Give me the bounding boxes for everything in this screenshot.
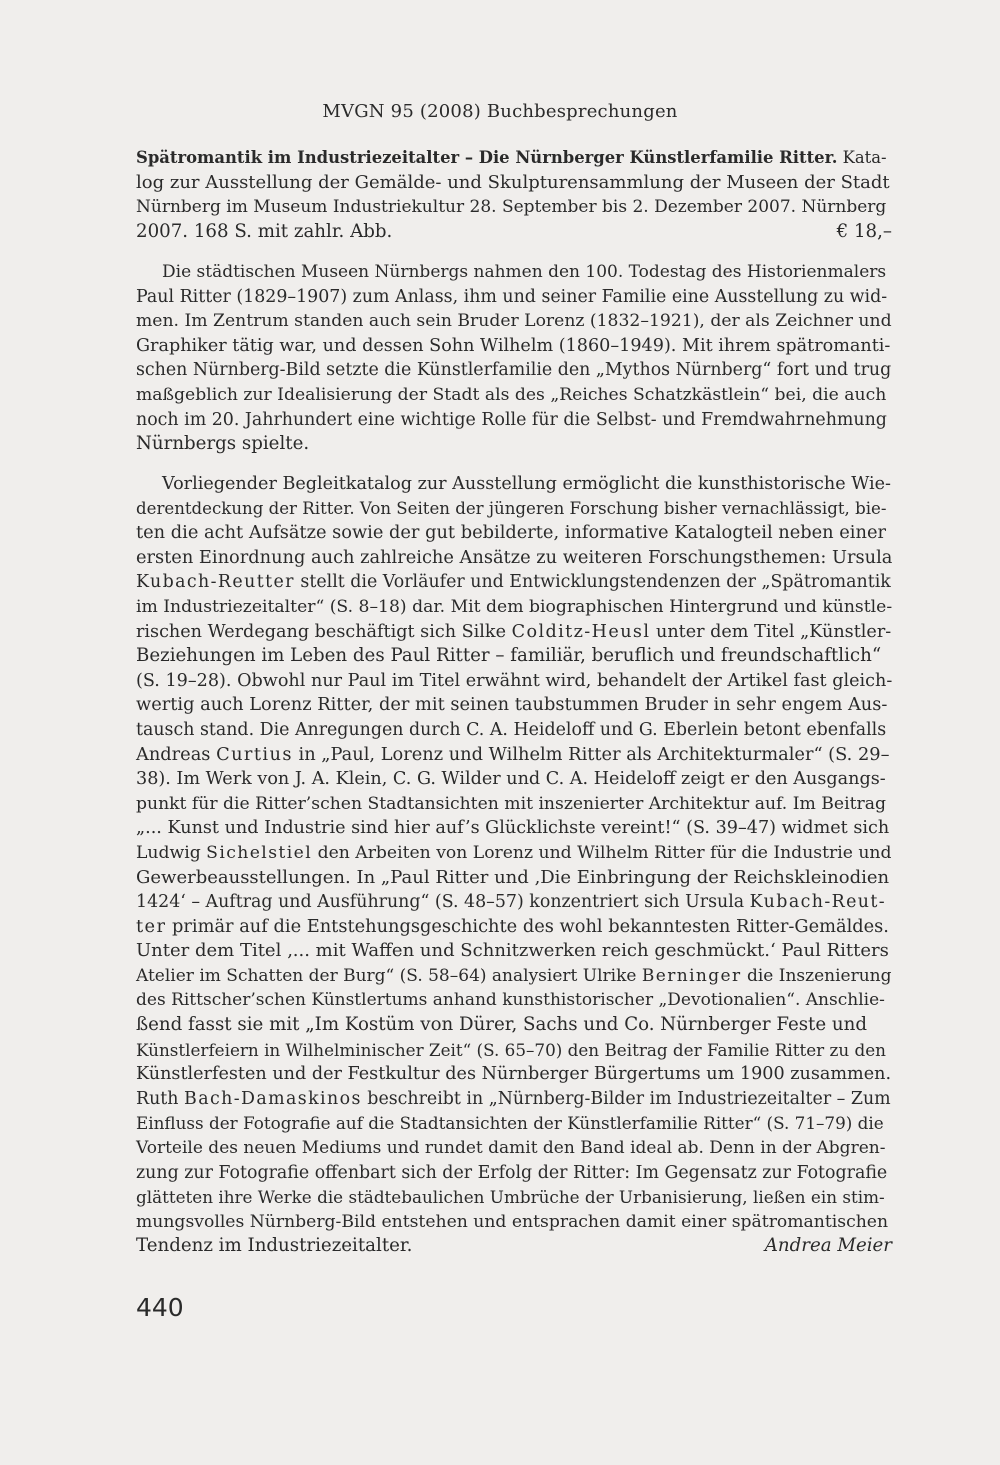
text-run: Atelier im Schatten der Burg“ (S. 58–64) analysiert Ulrike: [136, 965, 642, 986]
text-line: Paul Ritter (1829–1907) zum Anlass, ihm und seiner Familie eine Ausstellung zu wid-: [136, 286, 888, 307]
text-line: wertig auch Lorenz Ritter, der mit seinen taubstummen Bruder in sehr engem Aus-: [136, 694, 888, 716]
paragraph-2: [136, 472, 892, 1259]
author-name: Sichelstiel: [206, 842, 313, 863]
reviewer-signature: Andrea Meier: [764, 1235, 892, 1257]
text-run: den Arbeiten von Lorenz und Wilhelm Ritter für die Industrie und: [312, 842, 892, 863]
text-run: 1424‘ – Auftrag und Ausführung“ (S. 48–57) konzentriert sich Ursula: [136, 892, 750, 913]
text-line: 38). Im Werk von J. A. Klein, C. G. Wilder und C. A. Heideloff zeigt er den Ausgangs-: [136, 769, 886, 790]
text-line: (S. 19–28). Obwohl nur Paul im Titel erwähnt wird, behandelt der Artikel fast gleich-: [136, 670, 893, 691]
text-line: Nürnbergs spielte.: [136, 433, 310, 455]
page-number: 440: [136, 1293, 184, 1322]
text-line: Beziehungen im Leben des Paul Ritter – familiär, beruflich und freundschaftlich“: [136, 645, 882, 667]
text-line: ßend fasst sie mit „Im Kostüm von Dürer, Sachs und Co. Nürnberger Feste und: [136, 1014, 867, 1036]
text-run: Andreas: [136, 743, 217, 765]
text-line: tausch stand. Die Anregungen durch C. A. Heideloff und G. Eberlein betont ebenfalls: [136, 719, 887, 740]
text-line: Unter dem Titel ‚... mit Waffen und Schnitzwerken reich geschmückt.‘ Paul Ritters: [136, 940, 889, 962]
text-line: Einfluss der Fotografie auf die Stadtansichten der Künstlerfamilie Ritter“ (S. 71–79) die: [136, 1113, 884, 1134]
text-line: maßgeblich zur Idealisierung der Stadt als des „Reiches Schatzkästlein“ bei, die auch: [136, 384, 887, 405]
text-line: men. Im Zentrum standen auch sein Bruder Lorenz (1832–1921), der als Zeichner und: [136, 311, 892, 332]
text-line: im Industriezeitalter“ (S. 8–18) dar. Mit dem biographischen Hintergrund und künstle-: [136, 596, 893, 617]
text-line: Gewerbeausstellungen. In „Paul Ritter und ‚Die Einbringung der Reichskleinodien: [136, 866, 890, 888]
bib-line: log zur Ausstellung der Gemälde- und Skulpturensammlung der Museen der Stadt: [136, 171, 890, 193]
author-name: Colditz-Heusl: [511, 621, 651, 642]
author-name: Curtius: [216, 743, 293, 765]
price: € 18,–: [836, 220, 892, 242]
text-run: primär auf die Entstehungsgeschichte des wohl bekanntesten Ritter-Gemäldes.: [166, 915, 889, 937]
book-title: Spätromantik im Industriezeitalter – Die Nürnberger Künstlerfamilie Ritter.: [136, 148, 838, 167]
text-run: in „Paul, Lorenz und Wilhelm Ritter als Architekturmaler“ (S. 29–: [292, 743, 890, 765]
bib-line: 2007. 168 S. mit zahlr. Abb.: [136, 220, 393, 242]
author-name: Berninger: [641, 965, 742, 986]
author-name: ter: [136, 915, 167, 937]
text-line: punkt für die Ritter’schen Stadtansichten mit inszenierter Architektur auf. Im Beitrag: [136, 793, 886, 814]
text-line: des Rittscher’schen Künstlertums anhand kunsthistorischer „Devotionalien“. Anschlie-: [136, 990, 885, 1011]
text-line: mungsvolles Nürnberg-Bild entstehen und entsprachen damit einer spätromantischen: [136, 1211, 889, 1232]
bib-line: Nürnberg im Museum Industriekultur 28. September bis 2. Dezember 2007. Nürnberg: [136, 197, 887, 218]
text-run: stellt die Vorläufer und Entwicklungstendenzen der „Spätromantik: [294, 572, 891, 593]
bibliographic-entry: [136, 146, 892, 244]
text-run: die Inszenierung: [741, 965, 892, 986]
text-run: Tendenz im Industriezeitalter.: [136, 1235, 413, 1257]
text-line: zung zur Fotografie offenbart sich der Erfolg der Ritter: Im Gegensatz zur Fotografie: [136, 1162, 888, 1183]
author-name: Bach-Damaskinos: [184, 1088, 362, 1109]
text-line: „... Kunst und Industrie sind hier auf’s Glücklichste vereint!“ (S. 39–47) widmet sich: [136, 818, 890, 839]
text-line: Vorteile des neuen Mediums und rundet damit den Band ideal ab. Denn in der Abgren-: [136, 1138, 886, 1159]
text-line: Vorliegender Begleitkatalog zur Ausstellung ermöglicht die kunsthistorische Wie-: [162, 474, 891, 494]
text-line: Graphiker tätig war, und dessen Sohn Wilhelm (1860–1949). Mit ihrem spätromanti-: [136, 335, 891, 356]
text-line: derentdeckung der Ritter. Von Seiten der jüngeren Forschung bisher vernachlässigt, bie-: [136, 498, 887, 518]
text-run: rischen Werdegang beschäftigt sich Silke: [136, 621, 512, 642]
text-line: Künstlerfeiern in Wilhelminischer Zeit“ (S. 65–70) den Beitrag der Familie Ritter zu den: [136, 1039, 886, 1060]
text-line: ersten Einordnung auch zahlreiche Ansätze zu weiteren Forschungsthemen: Ursula: [136, 546, 893, 568]
text-run: unter dem Titel „Künstler-: [650, 621, 892, 642]
text-run: Ludwig: [136, 842, 207, 863]
author-name: Kubach-Reutter: [136, 572, 295, 593]
running-head: MVGN 95 (2008) Buchbesprechungen: [322, 101, 678, 122]
text-line: glätteten ihre Werke die städtebaulichen Umbrüche der Urbanisierung, ließen ein stim-: [136, 1187, 885, 1208]
paragraph-1: [136, 260, 892, 457]
text-line: schen Nürnberg-Bild setzte die Künstlerfamilie den „Mythos Nürnberg“ fort und trug: [136, 360, 892, 381]
text-line: Künstlerfesten und der Festkultur des Nürnberger Bürgertums um 1900 zusammen.: [136, 1064, 892, 1085]
text-line: Die städtischen Museen Nürnbergs nahmen den 100. Todestag des Historienmalers: [162, 262, 887, 282]
author-name: Kubach-Reut-: [749, 892, 887, 913]
title-continuation: Kata-: [837, 148, 887, 167]
text-run: beschreibt in „Nürnberg-Bilder im Industriezeitalter – Zum: [361, 1088, 891, 1109]
text-line: noch im 20. Jahrhundert eine wichtige Rolle für die Selbst- und Fremdwahrnehmung: [136, 409, 887, 430]
text-run: Ruth: [136, 1088, 185, 1109]
text-line: ten die acht Aufsätze sowie der gut bebilderte, informative Katalogteil neben einer: [136, 522, 886, 544]
